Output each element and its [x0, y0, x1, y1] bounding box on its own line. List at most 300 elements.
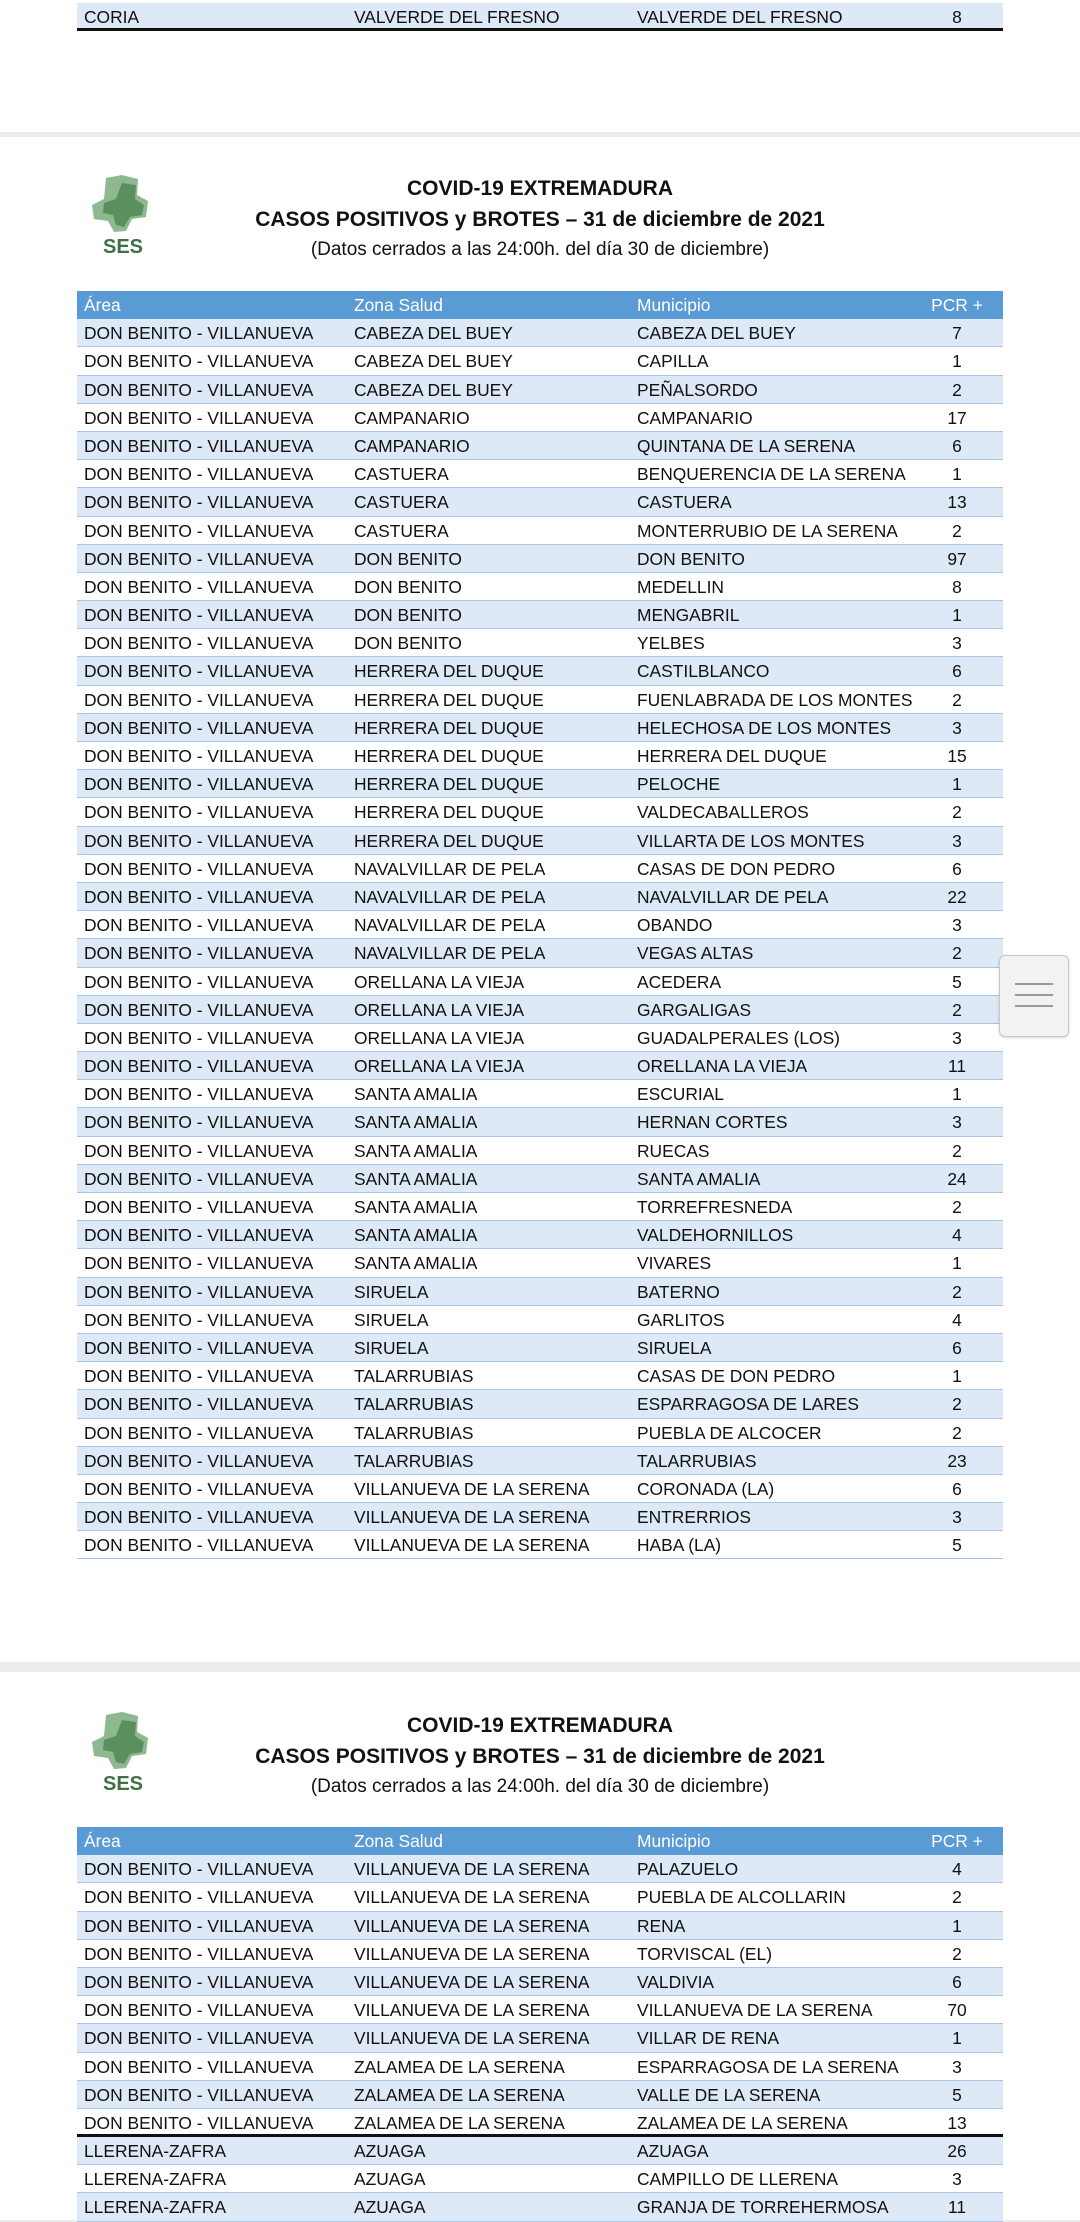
table-cell: HERRERA DEL DUQUE [354, 746, 544, 766]
table-cell: SIRUELA [637, 1337, 712, 1358]
table-row [77, 939, 1003, 967]
table-cell: TALARRUBIAS [354, 1422, 474, 1443]
column-header: Municipio [637, 295, 711, 315]
table-cell: 2 [952, 379, 962, 400]
table-cell: HABA (LA) [637, 1535, 722, 1556]
table-row [77, 968, 1003, 996]
table-cell: BENQUERENCIA DE LA SERENA [637, 464, 906, 485]
logo-text: SES [102, 1773, 144, 1794]
table-cell: DON BENITO - VILLANUEVA [84, 1140, 314, 1161]
table-cell: ACEDERA [637, 971, 722, 992]
table-cell: DON BENITO - VILLANUEVA [84, 886, 314, 907]
table-cell: LLERENA-ZAFRA [84, 2197, 227, 2218]
table-row [77, 883, 1003, 911]
table-cell: VILLANUEVA DE LA SERENA [354, 1887, 590, 1908]
table-cell: 13 [947, 2112, 967, 2133]
table-cell: ENTRERRIOS [637, 1507, 752, 1528]
table-row [77, 714, 1003, 742]
table-cell: 6 [952, 1337, 962, 1358]
table-cell: DON BENITO - VILLANUEVA [84, 633, 314, 654]
table-cell: VILLANUEVA DE LA SERENA [354, 1943, 590, 1964]
table-cell: 3 [952, 633, 962, 654]
table-cell: DON BENITO [354, 548, 462, 569]
table-cell: DON BENITO - VILLANUEVA [84, 943, 314, 964]
table-cell: 2 [952, 1281, 962, 1302]
table-cell: DON BENITO - VILLANUEVA [84, 1450, 314, 1471]
table-cell: DON BENITO - VILLANUEVA [84, 971, 314, 992]
table-cell: 23 [947, 1450, 967, 1471]
table-cell: ORELLANA LA VIEJA [354, 1027, 525, 1048]
table-cell: DON BENITO - VILLANUEVA [84, 1253, 314, 1274]
table-row [77, 1503, 1003, 1531]
table-cell: ZALAMEA DE LA SERENA [637, 2112, 848, 2133]
table-cell: VILLANUEVA DE LA SERENA [354, 2028, 590, 2049]
table-cell: DON BENITO - VILLANUEVA [84, 2084, 314, 2105]
table-cell: DON BENITO - VILLANUEVA [84, 1859, 314, 1880]
table-cell: DON BENITO - VILLANUEVA [84, 1281, 314, 1302]
table-cell: CASTUERA [354, 520, 449, 541]
table-row [77, 517, 1003, 545]
table-cell: NAVALVILLAR DE PELA [354, 943, 546, 964]
table-cell: PUEBLA DE ALCOCER [637, 1422, 822, 1443]
table-header-row [77, 291, 1003, 319]
table-cell: DON BENITO - VILLANUEVA [84, 858, 314, 879]
table-cell: DON BENITO - VILLANUEVA [84, 1507, 314, 1528]
table-cell: 6 [952, 1478, 962, 1499]
document-page-1 [0, 137, 1080, 1662]
table-cell: 1 [952, 2028, 962, 2049]
table-row [77, 1080, 1003, 1108]
column-header: PCR + [931, 1831, 983, 1851]
table-cell: PEÑALSORDO [637, 379, 758, 400]
table-row [77, 1855, 1003, 1883]
table-row [77, 488, 1003, 516]
table-cell: DON BENITO - VILLANUEVA [84, 1337, 314, 1358]
page-subtitle: CASOS POSITIVOS y BROTES – 31 de diciembre de 2021 [255, 1745, 825, 1768]
table-row [77, 1052, 1003, 1080]
document-page-0 [0, 0, 1080, 132]
table-cell: DON BENITO - VILLANUEVA [84, 407, 314, 428]
page-note: (Datos cerrados a las 24:00h. del día 30 de diciembre) [310, 1776, 770, 1797]
table-cell: CASAS DE DON PEDRO [637, 858, 836, 879]
table-cell: TALARRUBIAS [354, 1366, 474, 1387]
table-row [77, 2137, 1003, 2165]
table-cell: 3 [952, 1112, 962, 1133]
table-cell: VALDEHORNILLOS [637, 1225, 794, 1246]
table-cell: DON BENITO - VILLANUEVA [84, 323, 314, 344]
table-cell: DON BENITO - VILLANUEVA [84, 1887, 314, 1908]
table-cell: DON BENITO - VILLANUEVA [84, 1943, 314, 1964]
table-row [77, 1165, 1003, 1193]
table-cell: HERRERA DEL DUQUE [354, 661, 544, 682]
table-row [77, 347, 1003, 375]
table-cell: 1 [952, 1084, 962, 1105]
table-cell: ESPARRAGOSA DE LA SERENA [637, 2056, 899, 2077]
table-cell: DON BENITO - VILLANUEVA [84, 1366, 314, 1387]
table-cell: DON BENITO - VILLANUEVA [84, 2112, 314, 2133]
table-cell: DON BENITO - VILLANUEVA [84, 915, 314, 936]
table-cell: DON BENITO - VILLANUEVA [84, 661, 314, 682]
column-header: PCR + [931, 295, 983, 315]
table-cell: CABEZA DEL BUEY [354, 351, 513, 372]
table-cell: DON BENITO [354, 576, 462, 597]
table-cell: DON BENITO - VILLANUEVA [84, 830, 314, 851]
table-cell: GRANJA DE TORREHERMOSA [637, 2197, 889, 2218]
table-cell: DON BENITO - VILLANUEVA [84, 520, 314, 541]
table-cell: VALDECABALLEROS [637, 802, 809, 823]
table-cell: 24 [947, 1168, 967, 1189]
table-cell: 70 [947, 2000, 967, 2021]
column-header: Zona Salud [354, 295, 443, 315]
table-row [77, 798, 1003, 826]
table-cell: 26 [947, 2141, 967, 2162]
menu-button[interactable] [999, 955, 1069, 1037]
table-row [77, 1362, 1003, 1390]
table-cell: DON BENITO - VILLANUEVA [84, 717, 314, 738]
table-cell: DON BENITO - VILLANUEVA [84, 576, 314, 597]
table-cell: DON BENITO - VILLANUEVA [84, 1056, 314, 1077]
table-cell: SANTA AMALIA [354, 1197, 478, 1217]
table-cell: QUINTANA DE LA SERENA [637, 435, 856, 456]
table-cell: CASAS DE DON PEDRO [637, 1366, 836, 1387]
table-row [77, 1912, 1003, 1940]
table-cell: 3 [952, 915, 962, 936]
table-row [77, 629, 1003, 657]
table-cell: AZUAGA [354, 2141, 426, 2162]
table-cell: GUADALPERALES (LOS) [637, 1027, 840, 1048]
table-cell: SIRUELA [354, 1281, 429, 1302]
table-cell: SANTA AMALIA [354, 1253, 478, 1274]
table-cell: 11 [947, 1056, 967, 1077]
table-cell: DON BENITO - VILLANUEVA [84, 2056, 314, 2077]
table-cell: DON BENITO - VILLANUEVA [84, 548, 314, 569]
table-cell: 15 [947, 746, 967, 766]
table-cell: VALLE DE LA SERENA [637, 2084, 821, 2105]
table-cell: 2 [952, 1422, 962, 1443]
table-cell: ORELLANA LA VIEJA [354, 999, 525, 1020]
table-cell: DON BENITO - VILLANUEVA [84, 1197, 314, 1217]
table-cell: CORIA [84, 7, 140, 27]
table-cell: DON BENITO - VILLANUEVA [84, 435, 314, 456]
table-cell: VILLANUEVA DE LA SERENA [354, 1859, 590, 1880]
table-cell: DON BENITO - VILLANUEVA [84, 1112, 314, 1133]
table-cell: VEGAS ALTAS [637, 943, 754, 964]
table-row [77, 742, 1003, 770]
table-row [77, 2053, 1003, 2081]
table-cell: DON BENITO - VILLANUEVA [84, 379, 314, 400]
table-cell: DON BENITO - VILLANUEVA [84, 1168, 314, 1189]
table-cell: CASTILBLANCO [637, 661, 770, 682]
table-cell: ESPARRAGOSA DE LARES [637, 1394, 859, 1415]
table-cell: TALARRUBIAS [354, 1394, 474, 1415]
table-cell: 2 [952, 1140, 962, 1161]
table-cell: VILLANUEVA DE LA SERENA [354, 1507, 590, 1528]
table-cell: GARGALIGAS [637, 999, 752, 1020]
page-note: (Datos cerrados a las 24:00h. del día 30 de diciembre) [310, 239, 770, 260]
table-cell: SANTA AMALIA [354, 1168, 478, 1189]
table-cell: VILLANUEVA DE LA SERENA [354, 1478, 590, 1499]
table-cell: 1 [952, 1915, 962, 1936]
table-cell: CORONADA (LA) [637, 1478, 775, 1499]
table-row [77, 1137, 1003, 1165]
table-cell: 4 [952, 1309, 962, 1330]
column-header: Área [84, 1831, 121, 1851]
table-cell: HERRERA DEL DUQUE [354, 717, 544, 738]
table-cell: VILLANUEVA DE LA SERENA [354, 1915, 590, 1936]
table-cell: RENA [637, 1915, 686, 1936]
table-cell: LLERENA-ZAFRA [84, 2169, 227, 2190]
menu-icon-bar [1015, 983, 1053, 985]
table-cell: LLERENA-ZAFRA [84, 2141, 227, 2162]
table-cell: SANTA AMALIA [354, 1112, 478, 1133]
table-cell: 6 [952, 435, 962, 456]
table-row [77, 1419, 1003, 1447]
table-row [77, 1968, 1003, 1996]
table-row [77, 1108, 1003, 1136]
page-subtitle: CASOS POSITIVOS y BROTES – 31 de diciembre de 2021 [255, 208, 825, 231]
table-cell: DON BENITO - VILLANUEVA [84, 1309, 314, 1330]
table-cell: HERRERA DEL DUQUE [354, 774, 544, 795]
table-cell: ZALAMEA DE LA SERENA [354, 2084, 565, 2105]
table-row [77, 3, 1003, 31]
table-cell: SANTA AMALIA [637, 1168, 761, 1189]
table-row [77, 1221, 1003, 1249]
table-cell: OBANDO [637, 915, 713, 936]
table-cell: 11 [947, 2197, 967, 2218]
table-row [77, 1996, 1003, 2024]
cases-table-0 [77, 3, 1003, 31]
table-cell: DON BENITO [354, 605, 462, 626]
table-cell: DON BENITO - VILLANUEVA [84, 1225, 314, 1246]
table-row [77, 657, 1003, 685]
table-cell: 2 [952, 689, 962, 710]
table-cell: 6 [952, 858, 962, 879]
table-cell: CABEZA DEL BUEY [354, 323, 513, 344]
table-cell: 1 [952, 351, 962, 372]
table-cell: 17 [947, 407, 967, 428]
table-row [77, 432, 1003, 460]
table-cell: 13 [947, 492, 967, 513]
table-row [77, 1306, 1003, 1334]
table-cell: DON BENITO - VILLANUEVA [84, 774, 314, 795]
table-cell: CAPILLA [637, 351, 709, 372]
table-cell: ORELLANA LA VIEJA [354, 1056, 525, 1077]
table-row [77, 1249, 1003, 1277]
table-cell: VIVARES [637, 1253, 712, 1274]
table-cell: 5 [952, 971, 962, 992]
table-cell: DON BENITO - VILLANUEVA [84, 1915, 314, 1936]
logo-text: SES [102, 236, 144, 257]
table-cell: VILLANUEVA DE LA SERENA [354, 1535, 590, 1556]
table-cell: 1 [952, 774, 962, 795]
table-cell: CAMPANARIO [354, 407, 470, 428]
table-cell: RUECAS [637, 1140, 710, 1161]
table-cell: CABEZA DEL BUEY [637, 323, 796, 344]
table-row [77, 1883, 1003, 1911]
table-cell: AZUAGA [637, 2141, 709, 2162]
table-cell: PALAZUELO [637, 1859, 739, 1880]
table-cell: SANTA AMALIA [354, 1084, 478, 1105]
table-row [77, 601, 1003, 629]
table-cell: SIRUELA [354, 1337, 429, 1358]
table-cell: YELBES [637, 633, 705, 654]
table-cell: 5 [952, 1535, 962, 1556]
table-cell: DON BENITO - VILLANUEVA [84, 1535, 314, 1556]
table-row [77, 855, 1003, 883]
table-cell: SIRUELA [354, 1309, 429, 1330]
table-cell: NAVALVILLAR DE PELA [354, 886, 546, 907]
table-row [77, 1334, 1003, 1362]
table-row [77, 460, 1003, 488]
table-cell: 22 [947, 886, 967, 907]
table-row [77, 996, 1003, 1024]
table-cell: VALVERDE DEL FRESNO [354, 7, 560, 27]
table-row [77, 1940, 1003, 1968]
table-row [77, 911, 1003, 939]
table-cell: TORREFRESNEDA [637, 1197, 793, 1217]
table-cell: 3 [952, 830, 962, 851]
table-cell: 2 [952, 1197, 962, 1217]
table-cell: 1 [952, 605, 962, 626]
table-cell: CABEZA DEL BUEY [354, 379, 513, 400]
document-page-2 [0, 1672, 1080, 2220]
table-cell: DON BENITO - VILLANUEVA [84, 605, 314, 626]
table-cell: DON BENITO - VILLANUEVA [84, 464, 314, 485]
table-cell: VILLANUEVA DE LA SERENA [637, 2000, 873, 2021]
table-cell: NAVALVILLAR DE PELA [354, 858, 546, 879]
table-cell: VALVERDE DEL FRESNO [637, 7, 843, 27]
table-cell: DON BENITO - VILLANUEVA [84, 2028, 314, 2049]
table-cell: 2 [952, 520, 962, 541]
table-cell: DON BENITO [637, 548, 745, 569]
table-cell: CASTUERA [354, 492, 449, 513]
cases-table-2 [77, 1827, 1003, 2222]
table-cell: DON BENITO - VILLANUEVA [84, 689, 314, 710]
table-cell: 2 [952, 1394, 962, 1415]
table-row [77, 1447, 1003, 1475]
table-cell: VILLARTA DE LOS MONTES [637, 830, 865, 851]
table-cell: ZALAMEA DE LA SERENA [354, 2056, 565, 2077]
table-cell: DON BENITO - VILLANUEVA [84, 1084, 314, 1105]
table-cell: DON BENITO [354, 633, 462, 654]
table-row [77, 2081, 1003, 2109]
table-cell: 3 [952, 1027, 962, 1048]
table-cell: 3 [952, 1507, 962, 1528]
table-cell: DON BENITO - VILLANUEVA [84, 1422, 314, 1443]
table-cell: CASTUERA [354, 464, 449, 485]
table-row [77, 1475, 1003, 1503]
table-cell: 3 [952, 2056, 962, 2077]
table-row [77, 770, 1003, 798]
table-cell: DON BENITO - VILLANUEVA [84, 1478, 314, 1499]
table-cell: NAVALVILLAR DE PELA [354, 915, 546, 936]
column-header: Área [84, 295, 121, 315]
table-row [77, 2165, 1003, 2193]
table-cell: DON BENITO - VILLANUEVA [84, 746, 314, 766]
table-cell: CASTUERA [637, 492, 732, 513]
table-cell: GARLITOS [637, 1309, 725, 1330]
table-cell: MENGABRIL [637, 605, 740, 626]
table-cell: DON BENITO - VILLANUEVA [84, 1971, 314, 1992]
table-cell: DON BENITO - VILLANUEVA [84, 1027, 314, 1048]
table-cell: HERRERA DEL DUQUE [354, 689, 544, 710]
table-cell: VILLANUEVA DE LA SERENA [354, 2000, 590, 2021]
table-row [77, 1390, 1003, 1418]
table-cell: DON BENITO - VILLANUEVA [84, 2000, 314, 2021]
table-row [77, 2024, 1003, 2052]
table-cell: 3 [952, 2169, 962, 2190]
table-cell: VILLANUEVA DE LA SERENA [354, 1971, 590, 1992]
table-cell: FUENLABRADA DE LOS MONTES [637, 689, 913, 710]
table-cell: DON BENITO - VILLANUEVA [84, 492, 314, 513]
table-row [77, 2193, 1003, 2221]
table-cell: CAMPILLO DE LLERENA [637, 2169, 839, 2190]
page-title: COVID-19 EXTREMADURA [406, 177, 674, 200]
table-cell: ORELLANA LA VIEJA [354, 971, 525, 992]
table-row [77, 686, 1003, 714]
table-cell: HERRERA DEL DUQUE [354, 830, 544, 851]
menu-icon-bar [1015, 994, 1053, 996]
table-row [77, 1193, 1003, 1221]
table-cell: VALDIVIA [637, 1971, 715, 1992]
table-cell: 5 [952, 2084, 962, 2105]
table-cell: AZUAGA [354, 2169, 426, 2190]
table-row [77, 1278, 1003, 1306]
table-cell: 8 [952, 576, 962, 597]
table-cell: PELOCHE [637, 774, 721, 795]
table-cell: 4 [952, 1225, 962, 1246]
column-header: Municipio [637, 1831, 711, 1851]
table-cell: MONTERRUBIO DE LA SERENA [637, 520, 898, 541]
table-cell: MEDELLIN [637, 576, 724, 597]
table-cell: 2 [952, 802, 962, 823]
table-row [77, 827, 1003, 855]
table-cell: 3 [952, 717, 962, 738]
table-cell: ESCURIAL [637, 1084, 724, 1105]
column-header: Zona Salud [354, 1831, 443, 1851]
table-cell: 97 [947, 548, 967, 569]
table-cell: NAVALVILLAR DE PELA [637, 886, 829, 907]
table-cell: 1 [952, 464, 962, 485]
table-cell: 6 [952, 1971, 962, 1992]
table-row [77, 2109, 1003, 2137]
table-cell: BATERNO [637, 1281, 720, 1302]
table-cell: DON BENITO - VILLANUEVA [84, 351, 314, 372]
table-row [77, 573, 1003, 601]
table-cell: CAMPANARIO [637, 407, 753, 428]
table-cell: HERRERA DEL DUQUE [354, 802, 544, 823]
table-header-row [77, 1827, 1003, 1855]
table-cell: 2 [952, 1887, 962, 1908]
cases-table-1 [77, 291, 1003, 1559]
table-cell: 2 [952, 999, 962, 1020]
table-row [77, 319, 1003, 347]
page-title: COVID-19 EXTREMADURA [406, 1714, 674, 1737]
table-cell: 6 [952, 661, 962, 682]
table-cell: DON BENITO - VILLANUEVA [84, 1394, 314, 1415]
table-cell: VILLAR DE RENA [637, 2028, 780, 2049]
table-cell: SANTA AMALIA [354, 1225, 478, 1246]
table-row [77, 1531, 1003, 1559]
table-cell: 8 [952, 7, 962, 27]
table-cell: HERNAN CORTES [637, 1112, 788, 1133]
table-cell: DON BENITO - VILLANUEVA [84, 802, 314, 823]
table-cell: HERRERA DEL DUQUE [637, 746, 827, 766]
table-cell: CAMPANARIO [354, 435, 470, 456]
table-cell: 2 [952, 1943, 962, 1964]
menu-icon-bar [1015, 1005, 1053, 1007]
table-cell: TALARRUBIAS [354, 1450, 474, 1471]
